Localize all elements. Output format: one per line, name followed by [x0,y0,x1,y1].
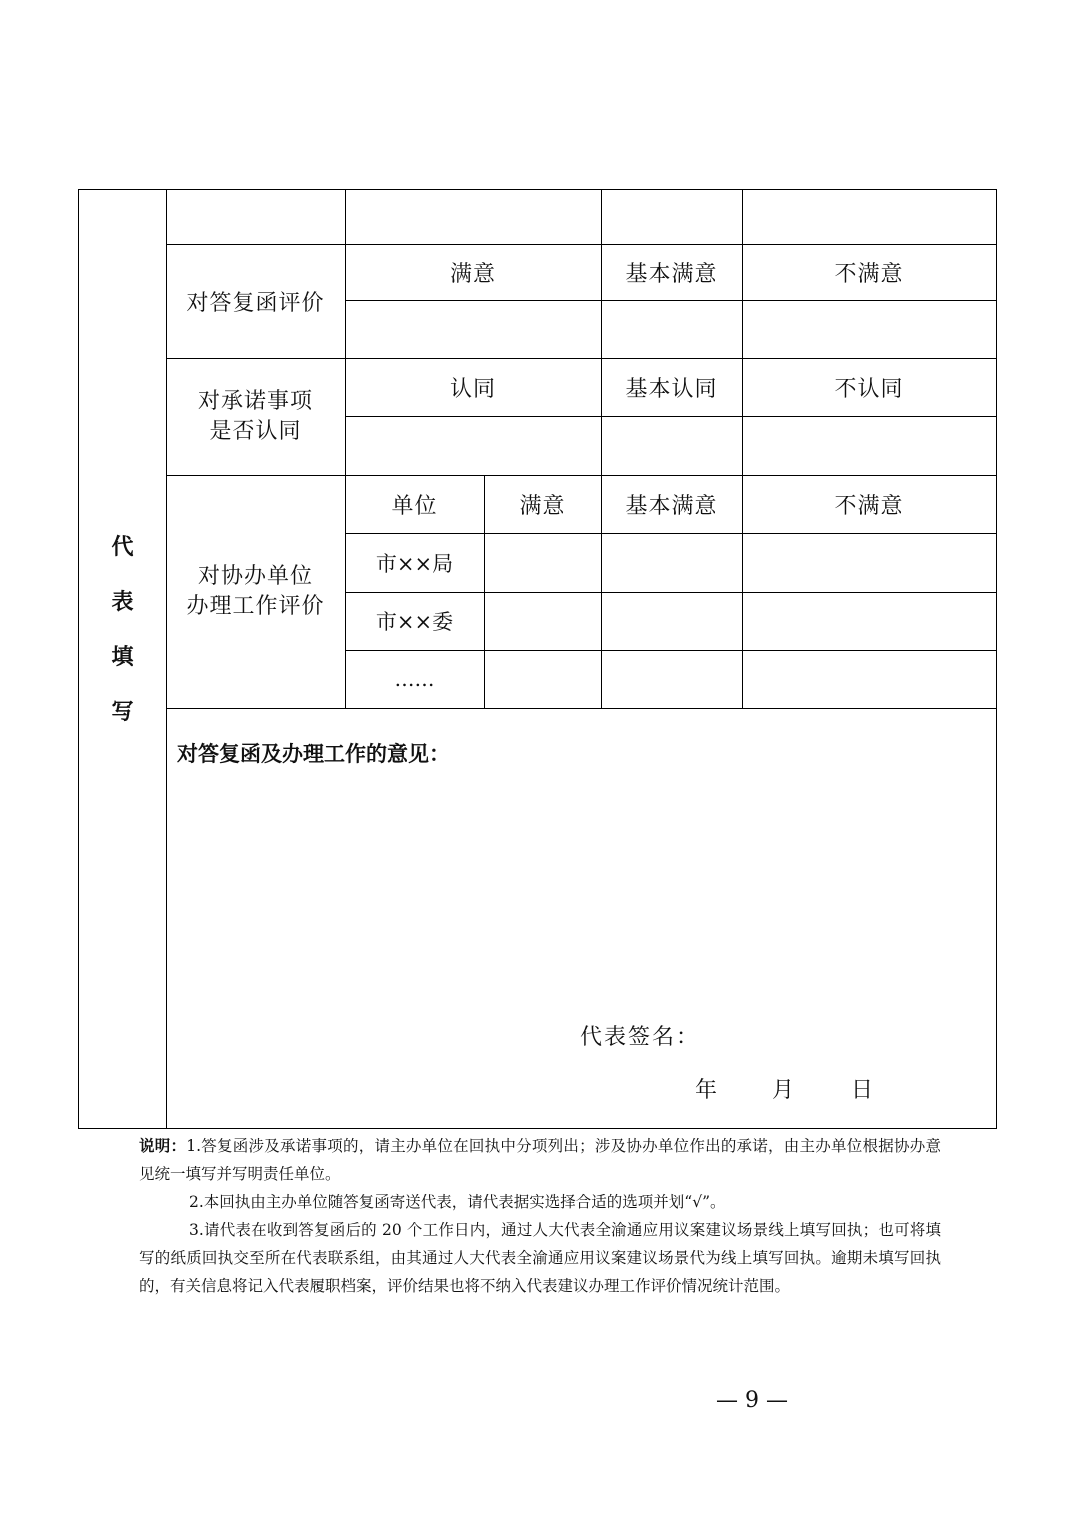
coop-check-cell[interactable] [601,592,742,650]
coop-header-basically-satisfied: 基本满意 [625,493,718,519]
commit-label-line2: 是否认同 [209,418,302,444]
coop-check-cell[interactable] [601,650,742,708]
commit-option-disagree: 不认同 [834,376,904,402]
vertical-char: 表 [111,590,134,615]
commit-label-line1: 对承诺事项 [197,388,313,414]
commit-check-agree[interactable] [345,416,601,475]
vertical-char: 填 [111,645,134,670]
coop-header-unsatisfied: 不满意 [834,493,904,519]
commit-check-basically-agree[interactable] [601,416,742,475]
reply-option-unsatisfied: 不满意 [834,261,904,287]
coop-eval-label [166,475,345,708]
coop-check-cell[interactable] [484,592,601,650]
date-month: 月 [772,1078,795,1103]
note-1-text: 1.答复函涉及承诺事项的，请主办单位在回执中分项列出；涉及协办单位作出的承诺，由主办单位根据协办意见统一填写并写明责任单位。 [139,1137,941,1183]
vertical-char: 代 [111,535,134,560]
reply-eval-label: 对答复函评价 [186,290,325,316]
reply-check-satisfied[interactable] [345,300,601,358]
reply-option-basically-satisfied: 基本满意 [625,261,718,287]
commit-option-basically-agree: 基本认同 [625,376,718,402]
notes-lead: 说明： [139,1137,187,1155]
reply-option-satisfied: 满意 [449,261,496,287]
coop-check-cell[interactable] [742,533,996,592]
signature-label: 代表签名： [580,1025,701,1050]
note-1 [139,1132,941,1188]
reply-check-basically-satisfied[interactable] [601,300,742,358]
coop-header-satisfied: 满意 [519,493,566,519]
vertical-char: 写 [111,700,134,725]
date-day: 日 [851,1078,874,1103]
coop-label-line1: 对协办单位 [197,563,313,589]
reply-check-unsatisfied[interactable] [742,300,996,358]
coop-check-cell[interactable] [742,650,996,708]
commit-option-agree: 认同 [449,376,496,402]
page-number: — 9 — [716,1388,788,1413]
commit-check-disagree[interactable] [742,416,996,475]
coop-check-cell[interactable] [484,650,601,708]
commit-eval-label [166,358,345,475]
coop-check-cell[interactable] [484,533,601,592]
coop-check-cell[interactable] [601,533,742,592]
representative-section-label [79,520,166,740]
coop-unit-name: 市××局 [375,551,454,576]
date-year: 年 [695,1078,718,1103]
coop-header-unit: 单位 [391,493,438,519]
note-3: 3.请代表在收到答复函后的 20 个工作日内，通过人大代表全渝通应用议案建议场景线上填写回执；也可将填写的纸质回执交至所在代表联系组，由其通过人大代表全渝通应用议案建议场景代为线上填写回执。逾期未填写回执的，有关信息将记入代表履职档案，评价结果也将不纳入代表建议办理工作评价情况统计范围。 [139,1221,941,1295]
coop-unit-name: …… [394,667,435,691]
opinion-label: 对答复函及办理工作的意见： [177,742,450,766]
note-2: 2.本回执由主办单位随答复函寄送代表，请代表据实选择合适的选项并划“√”。 [189,1193,726,1211]
coop-unit-name: 市××委 [375,610,454,634]
instructions-notes [139,1132,941,1300]
coop-label-line2: 办理工作评价 [186,593,325,619]
coop-check-cell[interactable] [742,592,996,650]
